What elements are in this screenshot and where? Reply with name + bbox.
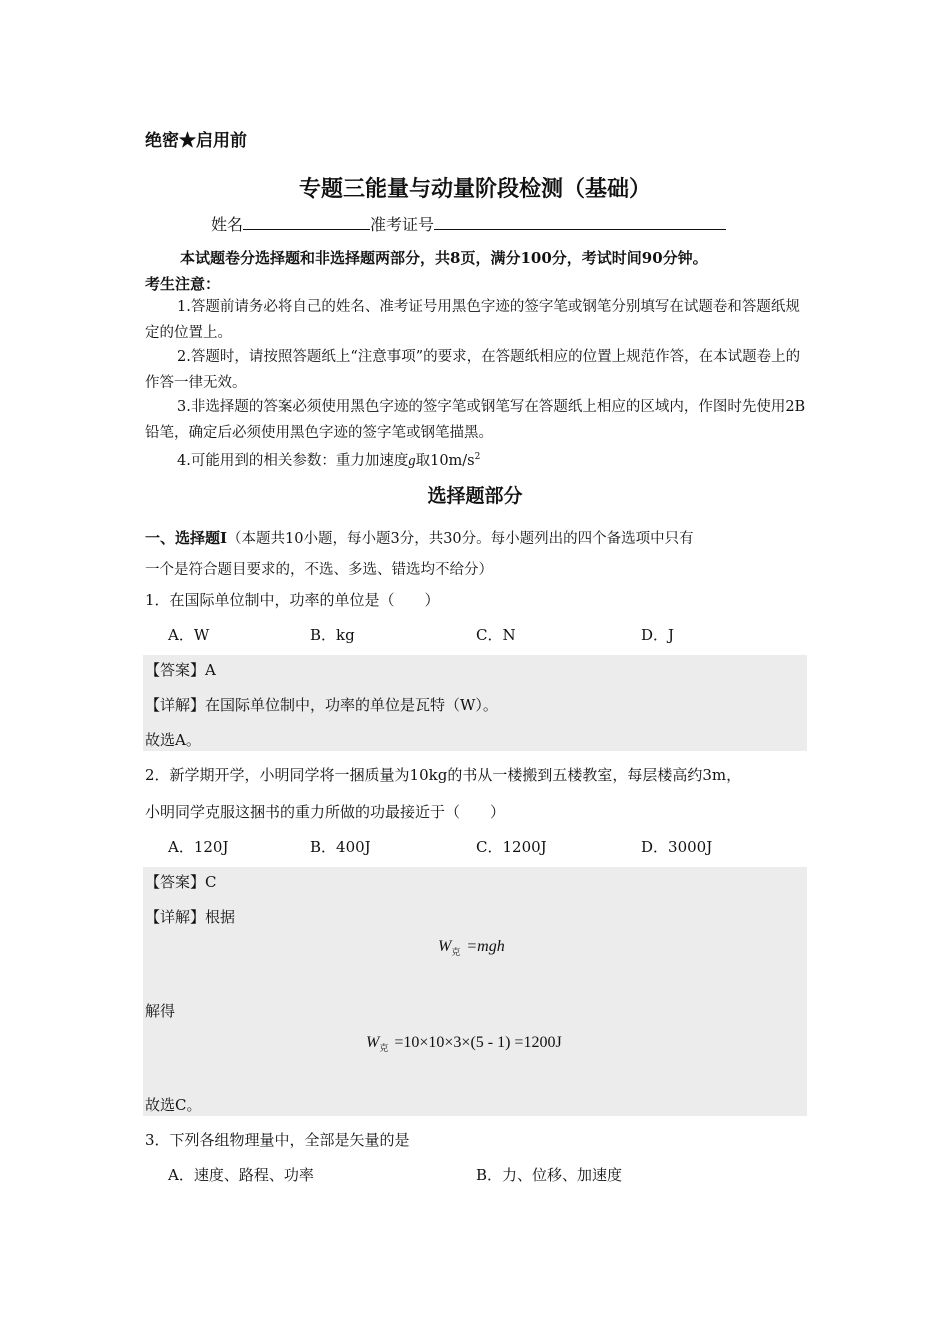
notice-title: 考生注意： [145, 275, 221, 293]
notice-item-3: 3.非选择题的答案必须使用黑色字迹的签字笔或钢笔写在答题纸上相应的区域内，作图时先使用2B铅笔，确定后必须使用黑色字迹的签字笔或钢笔描黑。 [145, 399, 806, 441]
notice-item-4-sup: 2 [474, 452, 481, 462]
formula1-sub: 克 [451, 947, 461, 958]
q1-stem: 1．在国际单位制中，功率的单位是（ ） [145, 591, 440, 609]
part1-desc: （本题共10小题，每小题3分，共30分。每小题列出的四个备选项中只有 [227, 531, 694, 547]
q2-answer-box [143, 867, 807, 1116]
q1-answer: 【答案】A [145, 661, 216, 679]
q2-conclusion: 故选C。 [145, 1096, 202, 1114]
q2-option-b[interactable]: B．400J [310, 838, 371, 856]
formula2-w: W [366, 1034, 380, 1051]
q1-conclusion: 故选A。 [145, 731, 201, 749]
confidential-mark: 绝密★启用前 [145, 131, 247, 151]
formula2-rhs: =10×10×3×(5 - 1) =1200J [394, 1034, 562, 1051]
page-title: 专题三能量与动量阶段检测（基础） [298, 176, 651, 202]
name-label: 姓名 [211, 215, 244, 234]
q2-stem-line2: 小明同学克服这捆书的重力所做的功最接近于（ ） [145, 803, 506, 821]
q1-option-d[interactable]: D．J [641, 626, 675, 644]
q3-option-b[interactable]: B．力、位移、加速度 [476, 1166, 623, 1184]
notice-item-1: 1.答题前请务必将自己的姓名、准考证号用黑色字迹的签字笔或钢笔分别填写在试题卷和答题纸规定的位置上。 [145, 299, 800, 341]
formula1-rhs: =mgh [466, 938, 505, 955]
q2-formula-1 [438, 938, 505, 958]
name-id-line [211, 212, 726, 235]
q2-solve-label: 解得 [145, 1002, 176, 1020]
q1-detail: 【详解】在国际单位制中，功率的单位是瓦特（W）。 [145, 696, 498, 714]
section-title: 选择题部分 [427, 485, 523, 507]
q3-stem: 3．下列各组物理量中，全部是矢量的是 [145, 1131, 410, 1149]
q2-option-d[interactable]: D．3000J [641, 838, 713, 856]
part1-desc-line1 [145, 527, 694, 548]
formula2-sub: 克 [379, 1043, 389, 1054]
notice-item-4-text: 4.可能用到的相关参数：重力加速度 [177, 452, 409, 469]
q3-option-a[interactable]: A．速度、路程、功率 [168, 1166, 314, 1184]
notice-item-4-value: 取10m/s [415, 452, 475, 469]
formula1-w: W [438, 938, 452, 955]
exam-intro: 本试题卷分选择题和非选择题两部分，共8页，满分100分，考试时间90分钟。 [180, 249, 708, 267]
notice-item-2: 2.答题时，请按照答题纸上“注意事项”的要求，在答题纸相应的位置上规范作答，在本试题卷上的作答一律无效。 [145, 349, 801, 391]
q2-option-a[interactable]: A．120J [168, 838, 229, 856]
q2-answer: 【答案】C [145, 873, 217, 891]
id-blank[interactable] [434, 213, 726, 230]
part1-desc-line2: 一个是符合题目要求的，不选、多选、错选均不给分） [145, 562, 493, 578]
q2-option-c[interactable]: C．1200J [476, 838, 547, 856]
q2-formula-2 [366, 1034, 562, 1054]
q2-stem-line1: 2．新学期开学，小明同学将一捆质量为10kg的书从一楼搬到五楼教室，每层楼高约3m， [145, 766, 742, 784]
q2-detail: 【详解】根据 [145, 908, 236, 926]
q1-option-b[interactable]: B．kg [310, 626, 355, 644]
q1-option-a[interactable]: A．W [168, 626, 210, 644]
id-label: 准考证号 [370, 215, 435, 234]
notice-item-4-var: g [408, 452, 416, 469]
name-blank[interactable] [243, 213, 370, 230]
notice-item-4 [145, 444, 807, 474]
q1-option-c[interactable]: C．N [476, 626, 516, 644]
part1-label: 一、选择题Ⅰ [145, 529, 228, 547]
